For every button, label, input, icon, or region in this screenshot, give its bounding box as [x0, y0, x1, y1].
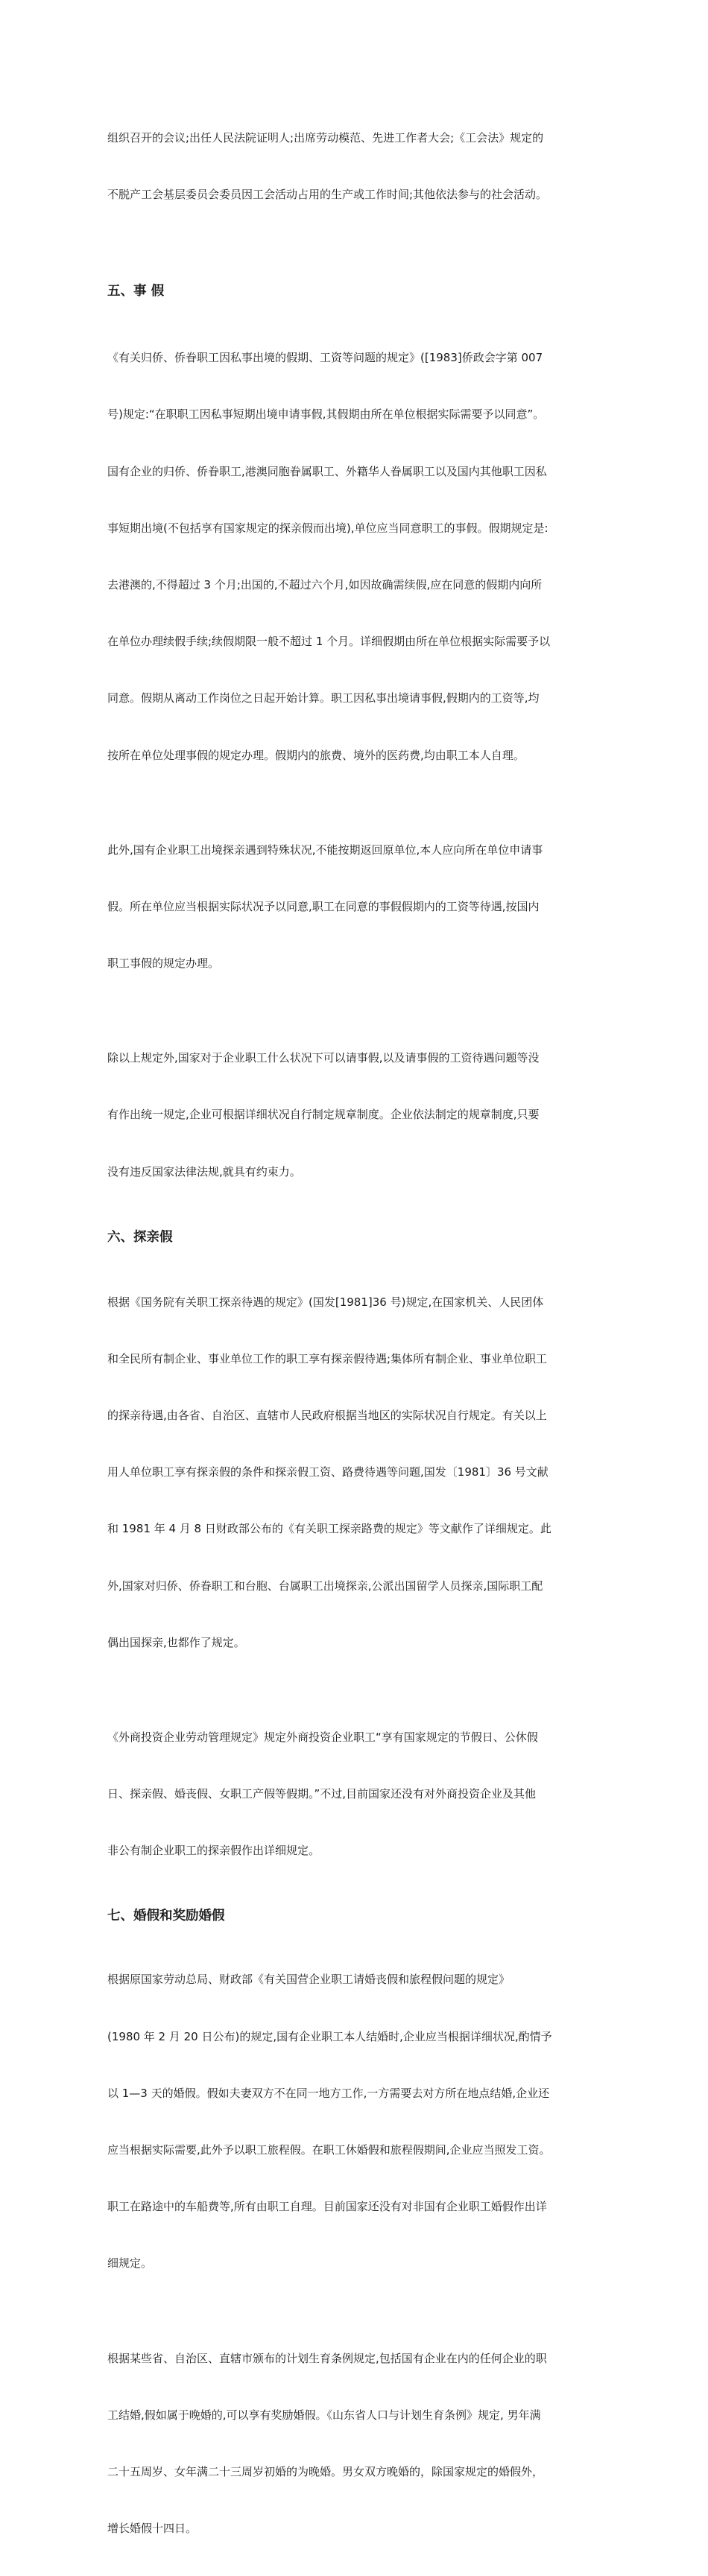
text-line: 用人单位职工享有探亲假的条件和探亲假工资、路费待遇等问题,国发〔1981〕36 号文献: [107, 1465, 549, 1479]
text-line: (1980 年 2 月 20 日公布)的规定,国有企业职工本人结婚时,企业应当根据详细状况,酌情予: [107, 2029, 552, 2043]
text-line: 号)规定:“在职职工因私事短期出境申请事假,其假期由所在单位根据实际需要予以同意”。: [107, 407, 545, 422]
section5-paragraph-3: [107, 1011, 611, 1219]
text-line: 增长婚假十四日。: [107, 2522, 197, 2536]
text-line: 根据某些省、自治区、直辖市颁布的计划生育条例规定,包括国有企业在内的任何企业的职: [107, 2351, 547, 2365]
section5-paragraph-1: [107, 311, 611, 803]
document-body: [107, 91, 611, 2576]
section7-paragraph-1: [107, 1933, 611, 2312]
text-line: 同意。假期从离动工作岗位之日起开始计算。职工因私事出境请事假,假期内的工资等,均: [107, 691, 540, 705]
text-line: 不脱产工会基层委员会委员因工会活动占用的生产或工作时间;其他依法参与的社会活动。: [107, 188, 548, 202]
text-line: 偶出国探亲,也都作了规定。: [107, 1635, 245, 1649]
text-line: 和全民所有制企业、事业单位工作的职工享有探亲假待遇;集体所有制企业、事业单位职工: [107, 1351, 548, 1365]
text-line: 在单位办理续假手续;续假期限一般不超过 1 个月。详细假期由所在单位根据实际需要予以: [107, 635, 551, 649]
text-line: 组织召开的会议;出任人民法院证明人;出席劳动模范、先进工作者大会;《工会法》规定的: [107, 130, 544, 145]
text-line: 没有违反国家法律法规,就具有约束力。: [107, 1164, 301, 1178]
text-line: 工结婚,假如属于晚婚的,可以享有奖励婚假。《山东省人口与计划生育条例》规定, 男年满: [107, 2408, 541, 2422]
text-line: 此外,国有企业职工出境探亲遇到特殊状况,不能按期返回原单位,本人应向所在单位申请事: [107, 843, 543, 857]
intro-paragraph: [107, 91, 611, 242]
text-line: 《外商投资企业劳动管理规定》规定外商投资企业职工“享有国家规定的节假日、公休假: [107, 1730, 538, 1744]
section-heading-7: 七、婚假和奖励婚假: [107, 1908, 225, 1923]
section6-paragraph-2: [107, 1690, 611, 1898]
text-line: 有作出统一规定,企业可根据详细状况自行制定规章制度。企业依法制定的规章制度,只要: [107, 1108, 540, 1122]
text-line: 职工事假的规定办理。: [107, 957, 220, 971]
text-line: 除以上规定外,国家对于企业职工什么状况下可以请事假,以及请事假的工资待遇问题等没: [107, 1051, 540, 1065]
text-line: 日、探亲假、婚丧假、女职工产假等假期。”不过,目前国家还没有对外商投资企业及其他: [107, 1787, 537, 1801]
section-heading-6: 六、探亲假: [107, 1229, 173, 1245]
text-line: 和 1981 年 4 月 8 日财政部公布的《有关职工探亲路费的规定》等文献作了详细规定。此: [107, 1522, 551, 1536]
text-line: 国有企业的归侨、侨眷职工,港澳同胞眷属职工、外籍华人眷属职工以及国内其他职工因私: [107, 464, 547, 478]
text-line: 事短期出境(不包括享有国家规定的探亲假而出境),单位应当同意职工的事假。假期规定是:: [107, 521, 549, 535]
section5-paragraph-2: [107, 803, 611, 1011]
text-line: 《有关归侨、侨眷职工因私事出境的假期、工资等问题的规定》([1983]侨政会字第 007: [107, 351, 543, 365]
text-line: 二十五周岁、女年满二十三周岁初婚的为晚婚。男女双方晚婚的，除国家规定的婚假外，: [107, 2464, 544, 2478]
section-heading-5: 五、事 假: [107, 284, 165, 299]
text-line: 外,国家对归侨、侨眷职工和台胞、台属职工出境探亲,公派出国留学人员探亲,国际职工配: [107, 1579, 543, 1593]
text-line: 职工在路途中的车船费等,所有由职工自理。目前国家还没有对非国有企业职工婚假作出详: [107, 2200, 547, 2214]
text-line: 去港澳的,不得超过 3 个月;出国的,不超过六个月,如因故确需续假,应在同意的假期内向所: [107, 577, 543, 591]
text-line: 根据《国务院有关职工探亲待遇的规定》(国发[1981]36 号)规定,在国家机关、人民团体: [107, 1295, 544, 1309]
text-line: 假。所在单位应当根据实际状况予以同意,职工在同意的事假假期内的工资等待遇,按国内: [107, 899, 540, 913]
section6-paragraph-1: [107, 1255, 611, 1690]
text-line: 的探亲待遇,由各省、自治区、直辖市人民政府根据当地区的实际状况自行规定。有关以上: [107, 1409, 547, 1422]
text-line: 以 1—3 天的婚假。假如夫妻双方不在同一地方工作,一方需要去对方所在地点结婚,企业还: [107, 2086, 550, 2100]
text-line: 非公有制企业职工的探亲假作出详细规定。: [107, 1844, 320, 1858]
text-line: 应当根据实际需要,此外予以职工旅程假。在职工休婚假和旅程假期间,企业应当照发工资。: [107, 2143, 551, 2157]
text-line: 根据原国家劳动总局、财政部《有关国营企业职工请婚丧假和旅程假问题的规定》: [107, 1973, 511, 1987]
text-line: 细规定。: [107, 2256, 153, 2271]
section7-paragraph-2: [107, 2312, 611, 2576]
text-line: 按所在单位处理事假的规定办理。假期内的旅费、境外的医药费,均由职工本人自理。: [107, 748, 525, 762]
